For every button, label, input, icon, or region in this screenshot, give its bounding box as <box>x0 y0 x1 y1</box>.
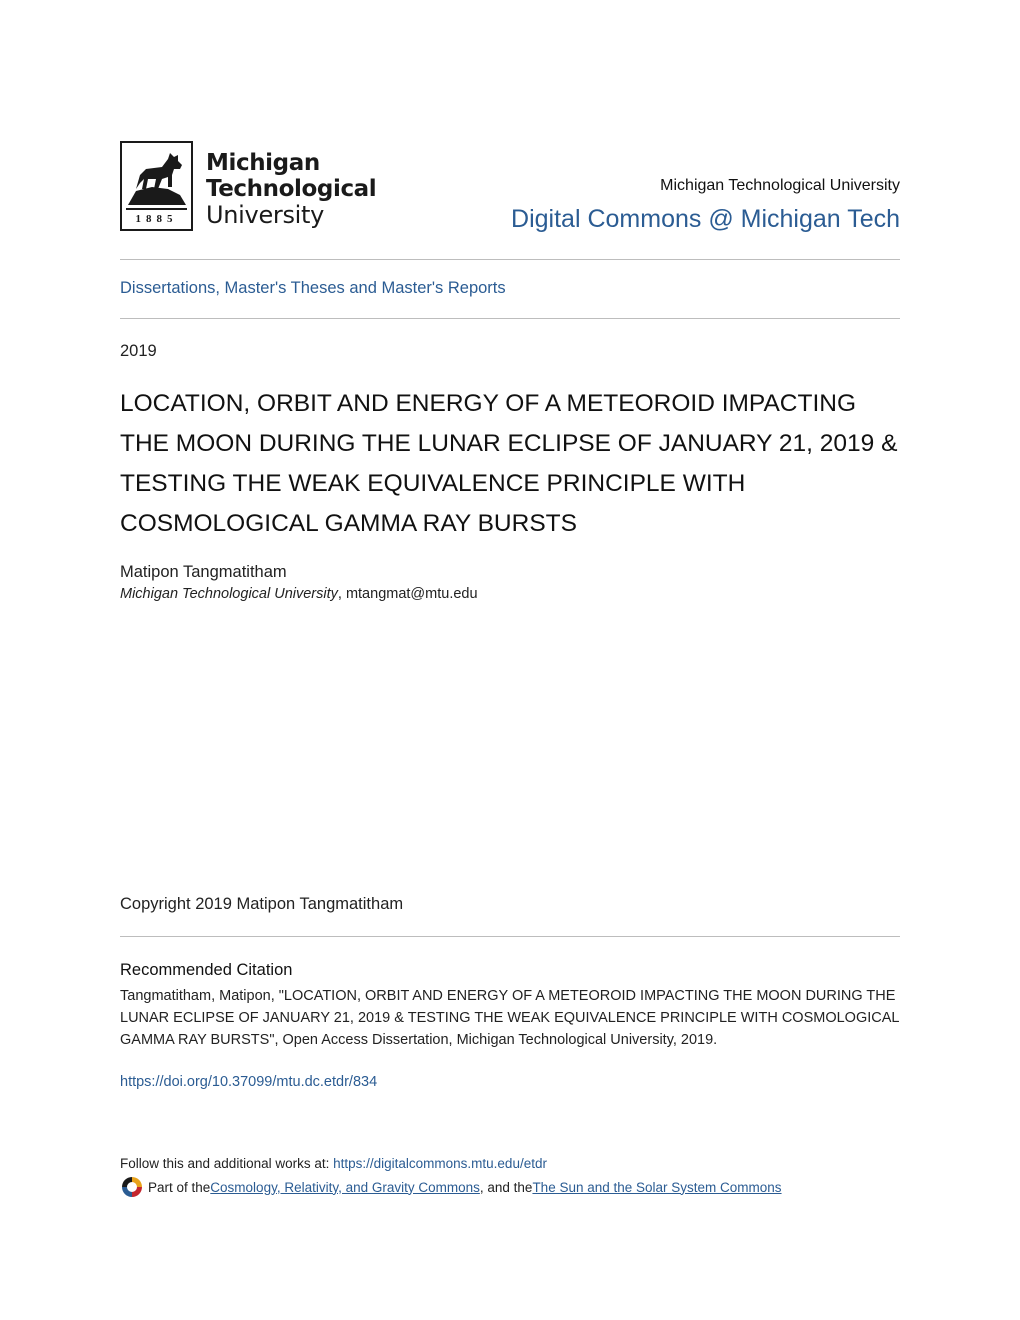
affiliation-separator: , <box>337 586 346 602</box>
follow-url-link[interactable]: https://digitalcommons.mtu.edu/etdr <box>333 1156 547 1171</box>
publication-year: 2019 <box>120 342 157 360</box>
partof-line <box>120 1175 782 1199</box>
citation-text: Tangmatitham, Matipon, "LOCATION, ORBIT AND ENERGY OF A METEOROID IMPACTING THE MOON DURING THE LUNAR ECLIPSE OF JANUARY 21, 2019 & TESTING THE WEAK EQUIVALENCE PRINCIPLE WITH COSMOLOGICAL GAMMA RAY BURSTS", Open Access Dissertation, Michigan Technological University, 2019. <box>120 988 899 1048</box>
author-affiliation-line <box>120 586 478 602</box>
author-email: mtangmat@mtu.edu <box>345 586 478 602</box>
partof-mid: , and the <box>479 1179 533 1195</box>
author-name: Matipon Tangmatitham <box>120 563 287 581</box>
author-affiliation: Michigan Technological University <box>120 586 338 602</box>
logo-line-2: Technological <box>206 176 377 202</box>
logo-divider <box>126 208 187 210</box>
follow-label: Follow this and additional works at: <box>120 1156 334 1171</box>
logo-line-3: University <box>206 201 325 229</box>
husky-logo-icon <box>122 145 191 207</box>
logo-wordmark <box>206 150 376 228</box>
document-title: LOCATION, ORBIT AND ENERGY OF A METEOROID IMPACTING THE MOON DURING THE LUNAR ECLIPSE OF JANUARY 21, 2019 & TESTING THE WEAK EQUIVALENCE PRINCIPLE WITH COSMOLOGICAL GAMMA RAY BURSTS <box>120 390 898 537</box>
series-link[interactable]: Dissertations, Master's Theses and Master's Reports <box>120 279 506 297</box>
divider-series <box>120 318 900 319</box>
institution-link[interactable]: Michigan Technological University <box>660 177 900 194</box>
follow-line <box>120 1156 547 1171</box>
doi-link[interactable]: https://doi.org/10.37099/mtu.dc.etdr/834 <box>120 1074 378 1090</box>
copyright-notice: Copyright 2019 Matipon Tangmatitham <box>120 895 404 913</box>
commons-link-cosmology[interactable]: Cosmology, Relativity, and Gravity Commons <box>210 1179 480 1195</box>
divider-citation <box>120 936 900 937</box>
logo-line-1: Michigan <box>206 150 320 176</box>
network-icon <box>120 1175 144 1199</box>
partof-prefix: Part of the <box>148 1179 211 1195</box>
commons-link-sun-solar-system[interactable]: The Sun and the Solar System Commons <box>532 1179 782 1195</box>
repository-link[interactable]: Digital Commons @ Michigan Tech <box>511 205 900 233</box>
divider-top <box>120 259 900 260</box>
logo-emblem <box>120 141 193 231</box>
logo-year: 1885 <box>135 213 178 225</box>
citation-heading: Recommended Citation <box>120 961 293 979</box>
